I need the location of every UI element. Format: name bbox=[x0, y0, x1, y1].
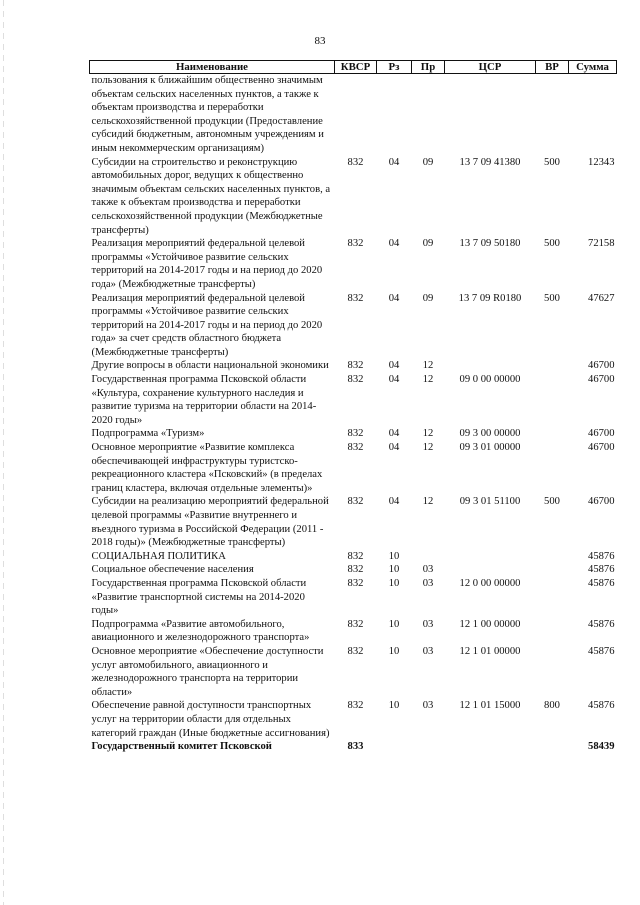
cell-pr: 03 bbox=[422, 577, 434, 589]
table-header-row bbox=[90, 61, 617, 74]
cell-vr bbox=[536, 645, 569, 699]
cell-name: пользования к ближайшим общественно значимым объектам сельских населенных пунктов, а также к объектам производства и переработки сельскохозяйственной продукции (Предоставление субсидий бюджетным, автономным учреждениям и иным некоммерческим организациям) bbox=[91, 75, 324, 154]
cell-vr bbox=[536, 563, 569, 577]
cell-vr bbox=[536, 427, 569, 441]
cell-kvsr: 832 bbox=[347, 442, 364, 454]
cell-kvsr: 832 bbox=[347, 618, 364, 630]
cell-csr bbox=[445, 359, 536, 373]
cell-rz: 10 bbox=[388, 645, 400, 657]
cell-pr: 12 bbox=[422, 496, 434, 508]
cell-csr: 13 7 09 50180 bbox=[459, 238, 521, 250]
cell-kvsr: 832 bbox=[347, 645, 364, 657]
cell-name: Реализация мероприятий федеральной целевой программы «Устойчивое развитие сельских территорий на 2014-2017 годы и на период до 2020 года» (Межбюджетные трансферты) bbox=[91, 238, 323, 290]
cell-sum: 46700 bbox=[588, 428, 615, 440]
cell-kvsr: 832 bbox=[347, 238, 364, 250]
table-row bbox=[90, 645, 617, 699]
table-row bbox=[90, 74, 617, 156]
cell-pr: 09 bbox=[422, 238, 434, 250]
cell-sum: 45876 bbox=[588, 577, 615, 589]
table-row bbox=[90, 618, 617, 645]
cell-rz: 10 bbox=[388, 700, 400, 712]
page-number: 83 bbox=[314, 35, 326, 47]
cell-sum bbox=[569, 74, 617, 156]
cell-name: СОЦИАЛЬНАЯ ПОЛИТИКА bbox=[91, 550, 226, 562]
cell-sum: 45876 bbox=[588, 550, 615, 562]
cell-rz: 04 bbox=[388, 496, 400, 508]
cell-csr: 09 3 00 00000 bbox=[459, 428, 521, 440]
table-row bbox=[90, 563, 617, 577]
cell-vr: 500 bbox=[544, 156, 560, 168]
cell-name: Государственный комитет Псковской bbox=[91, 741, 272, 753]
table-row bbox=[90, 156, 617, 238]
cell-sum: 12343 bbox=[588, 156, 615, 168]
cell-vr: 500 bbox=[544, 496, 560, 508]
cell-kvsr: 833 bbox=[347, 741, 364, 753]
cell-kvsr: 832 bbox=[347, 550, 364, 562]
table-row bbox=[90, 359, 617, 373]
table-row bbox=[90, 292, 617, 360]
cell-pr bbox=[412, 740, 445, 754]
scan-edge-shadow bbox=[3, 0, 4, 905]
cell-sum: 45876 bbox=[588, 564, 615, 576]
cell-pr: 12 bbox=[422, 428, 434, 440]
cell-kvsr: 832 bbox=[347, 496, 364, 508]
table-row bbox=[90, 577, 617, 618]
table-row bbox=[90, 740, 617, 754]
cell-rz: 10 bbox=[388, 577, 400, 589]
cell-csr bbox=[445, 74, 536, 156]
cell-vr: 500 bbox=[544, 292, 560, 304]
cell-rz: 04 bbox=[388, 292, 400, 304]
cell-sum: 47627 bbox=[588, 292, 615, 304]
cell-vr bbox=[536, 577, 569, 618]
cell-vr bbox=[536, 618, 569, 645]
header-kvsr: КВСР bbox=[335, 61, 377, 74]
cell-kvsr: 832 bbox=[347, 564, 364, 576]
cell-kvsr: 832 bbox=[347, 577, 364, 589]
cell-rz: 04 bbox=[388, 360, 400, 372]
cell-rz: 10 bbox=[388, 564, 400, 576]
cell-rz bbox=[377, 740, 412, 754]
cell-csr: 12 0 00 00000 bbox=[459, 577, 521, 589]
cell-rz: 10 bbox=[388, 550, 400, 562]
cell-vr bbox=[536, 373, 569, 427]
cell-name: Субсидии на строительство и реконструкцию автомобильных дорог, ведущих к общественно значимым объектам сельских населенных пунктов, а также к объектам производства и переработки сельскохозяйственной продукции (Межбюджетные трансферты) bbox=[91, 156, 331, 236]
cell-sum: 72158 bbox=[588, 238, 615, 250]
cell-csr bbox=[445, 740, 536, 754]
cell-pr: 09 bbox=[422, 156, 434, 168]
cell-rz: 04 bbox=[388, 156, 400, 168]
cell-name: Основное мероприятие «Развитие комплекса обеспечивающей инфраструктуры туристско-рекреационного кластера «Псковский» (в пределах границ кластера, включая отдельные элементы)» bbox=[91, 442, 323, 494]
cell-vr bbox=[536, 550, 569, 564]
cell-pr: 03 bbox=[422, 645, 434, 657]
cell-vr bbox=[536, 441, 569, 495]
header-vr: ВР bbox=[536, 61, 569, 74]
cell-pr: 03 bbox=[422, 618, 434, 630]
cell-vr bbox=[536, 740, 569, 754]
budget-table bbox=[89, 60, 617, 754]
table-row bbox=[90, 441, 617, 495]
cell-csr: 12 1 01 15000 bbox=[459, 700, 521, 712]
cell-csr bbox=[445, 550, 536, 564]
cell-rz: 04 bbox=[388, 374, 400, 386]
cell-pr: 12 bbox=[422, 374, 434, 386]
cell-csr: 09 3 01 51100 bbox=[459, 496, 521, 508]
header-pr: Пр bbox=[412, 61, 445, 74]
cell-pr bbox=[412, 550, 445, 564]
table-row bbox=[90, 699, 617, 740]
cell-kvsr bbox=[335, 74, 377, 156]
cell-name: Государственная программа Псковской области «Культура, сохранение культурного наследия и развитие туризма на территории области на 2014-2020 годы» bbox=[91, 374, 317, 426]
cell-name: Реализация мероприятий федеральной целевой программы «Устойчивое развитие сельских территорий на 2014-2017 годы и на период до 2020 года» за счет средств областного бюджета (Межбюджетные трансферты) bbox=[91, 292, 323, 358]
cell-csr: 12 1 00 00000 bbox=[459, 618, 521, 630]
header-name: Наименование bbox=[90, 61, 335, 74]
cell-pr: 12 bbox=[422, 360, 434, 372]
cell-pr: 03 bbox=[422, 564, 434, 576]
table-row bbox=[90, 495, 617, 549]
cell-csr bbox=[445, 563, 536, 577]
header-sum: Сумма bbox=[569, 61, 617, 74]
cell-kvsr: 832 bbox=[347, 292, 364, 304]
cell-csr: 12 1 01 00000 bbox=[459, 645, 521, 657]
cell-rz: 04 bbox=[388, 442, 400, 454]
cell-rz bbox=[377, 74, 412, 156]
cell-kvsr: 832 bbox=[347, 428, 364, 440]
table-body bbox=[90, 74, 617, 754]
cell-sum: 46700 bbox=[588, 360, 615, 372]
cell-name: Другие вопросы в области национальной экономики bbox=[91, 360, 329, 372]
table-row bbox=[90, 373, 617, 427]
cell-sum: 45876 bbox=[588, 700, 615, 712]
cell-pr: 03 bbox=[422, 700, 434, 712]
cell-sum: 46700 bbox=[588, 442, 615, 454]
table-row bbox=[90, 550, 617, 564]
cell-kvsr: 832 bbox=[347, 360, 364, 372]
cell-sum: 45876 bbox=[588, 645, 615, 657]
cell-name: Подпрограмма «Туризм» bbox=[91, 428, 205, 440]
header-rz: Рз bbox=[377, 61, 412, 74]
cell-kvsr: 832 bbox=[347, 156, 364, 168]
cell-csr: 13 7 09 R0180 bbox=[458, 292, 522, 304]
table-row bbox=[90, 427, 617, 441]
cell-pr bbox=[412, 74, 445, 156]
cell-name: Государственная программа Псковской области «Развитие транспортной системы на 2014-2020 годы» bbox=[91, 577, 307, 617]
cell-rz: 04 bbox=[388, 428, 400, 440]
cell-name: Основное мероприятие «Обеспечение доступности услуг автомобильного, авиационного и железнодорожного транспорта на территории области» bbox=[91, 645, 324, 698]
cell-csr: 09 3 01 00000 bbox=[459, 442, 521, 454]
cell-pr: 09 bbox=[422, 292, 434, 304]
cell-name: Подпрограмма «Развитие автомобильного, авиационного и железнодорожного транспорта» bbox=[91, 618, 310, 644]
cell-name: Субсидии на реализацию мероприятий федеральной целевой программы «Развитие внутреннего и въездного туризма в Российской Федерации (2011 - 2018 годы)» (Межбюджетные трансферты) bbox=[91, 496, 329, 549]
cell-rz: 04 bbox=[388, 238, 400, 250]
cell-vr bbox=[536, 74, 569, 156]
cell-kvsr: 832 bbox=[347, 700, 364, 712]
cell-vr bbox=[536, 359, 569, 373]
cell-name: Обеспечение равной доступности транспортных услуг на территории области для отдельных категорий граждан (Иные бюджетные ассигнования) bbox=[91, 700, 330, 739]
cell-csr: 13 7 09 41380 bbox=[459, 156, 521, 168]
cell-sum: 58439 bbox=[588, 741, 615, 753]
cell-rz: 10 bbox=[388, 618, 400, 630]
cell-pr: 12 bbox=[422, 442, 434, 454]
header-csr: ЦСР bbox=[445, 61, 536, 74]
cell-sum: 46700 bbox=[588, 374, 615, 386]
cell-sum: 45876 bbox=[588, 618, 615, 630]
cell-sum: 46700 bbox=[588, 496, 615, 508]
cell-csr: 09 0 00 00000 bbox=[459, 374, 521, 386]
cell-kvsr: 832 bbox=[347, 374, 364, 386]
cell-name: Социальное обеспечение населения bbox=[91, 564, 254, 576]
cell-vr: 800 bbox=[544, 700, 560, 712]
table-row bbox=[90, 237, 617, 291]
cell-vr: 500 bbox=[544, 238, 560, 250]
